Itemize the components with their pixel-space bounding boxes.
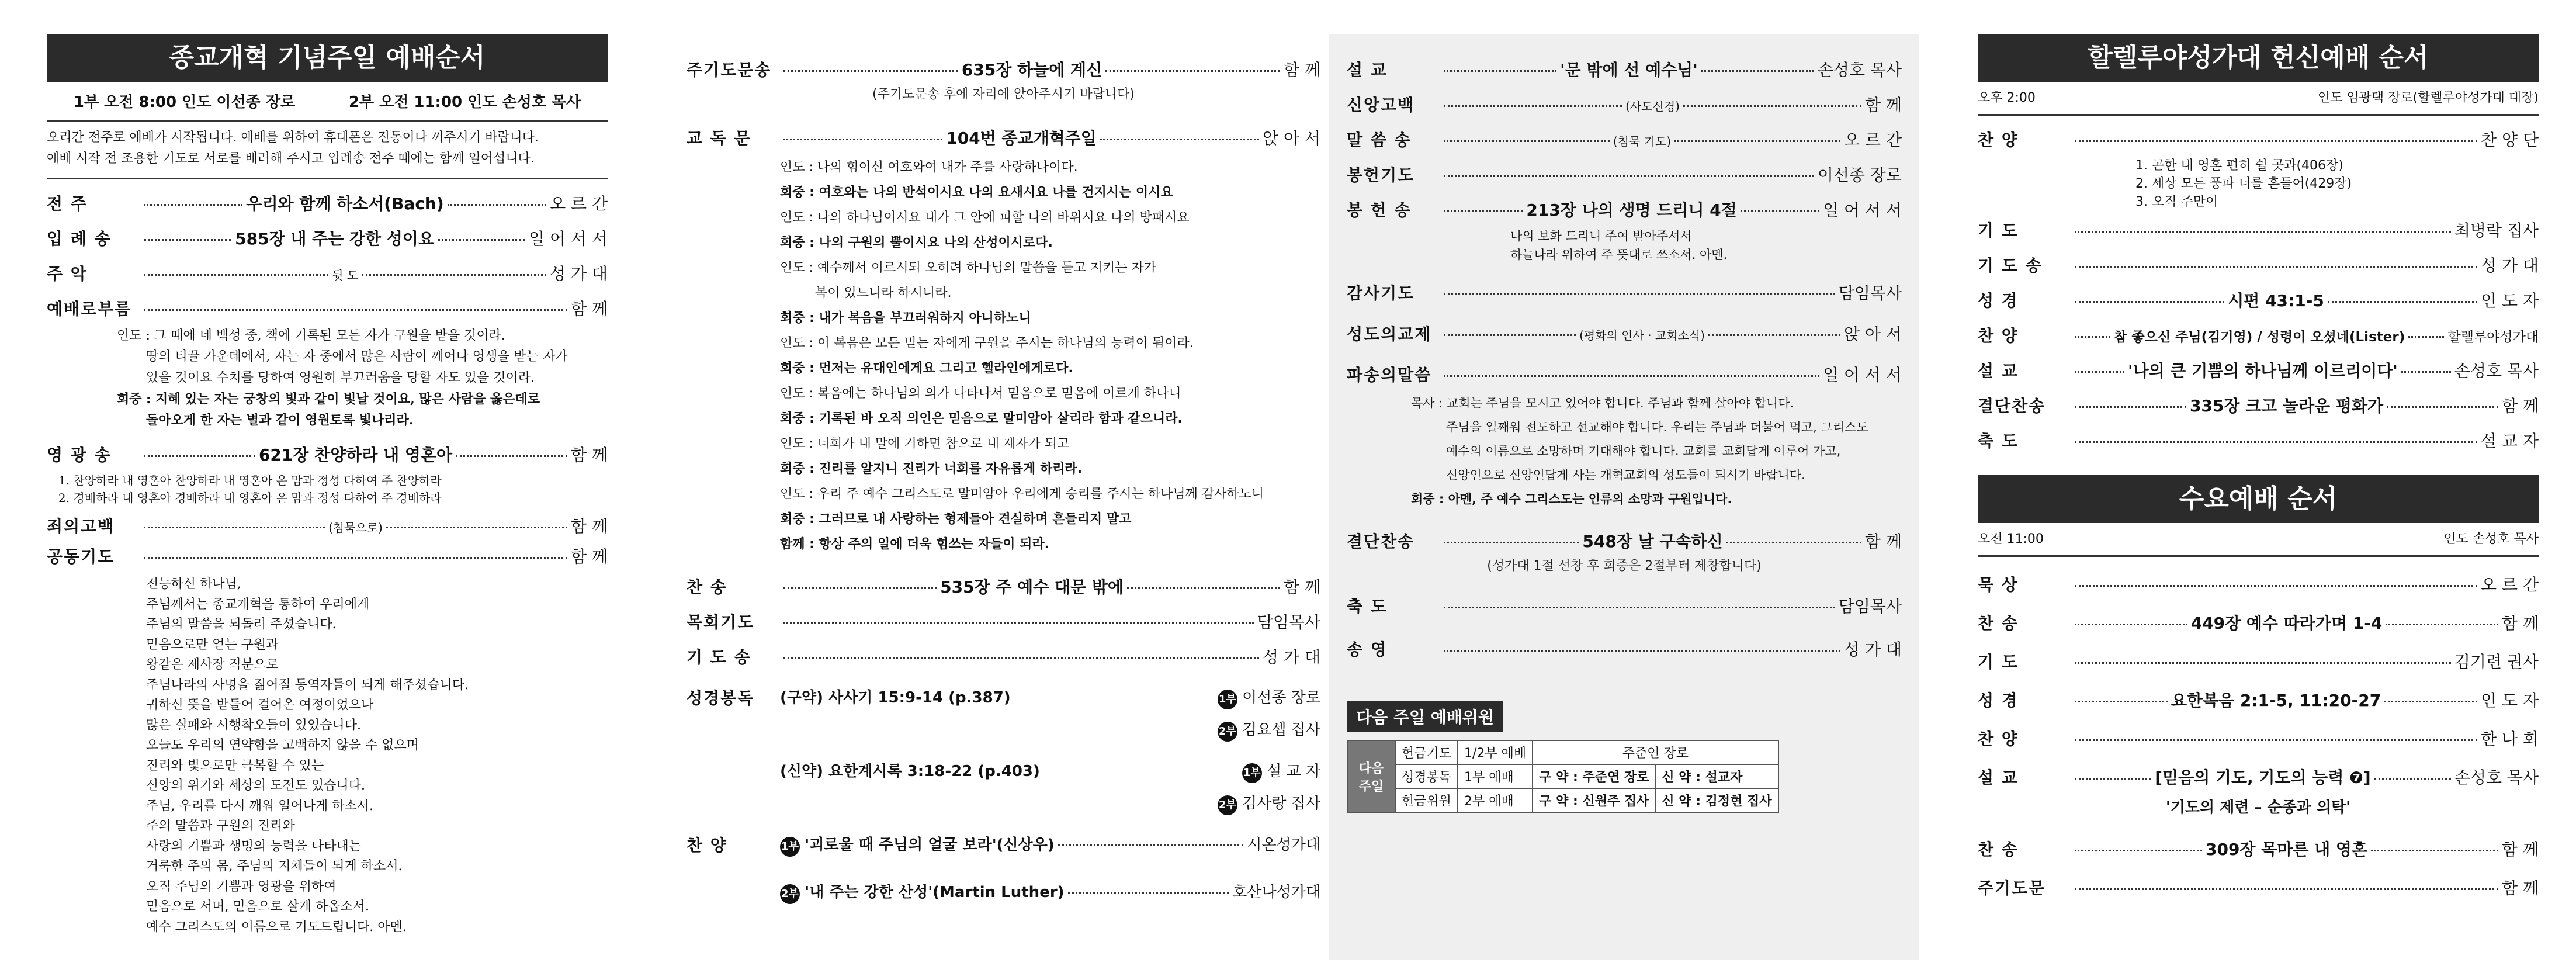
order-item: 찬 양 참 좋으신 주님(김기영) / 성령이 오셨네(Lister) 할렐루야성가대	[1978, 326, 2539, 345]
order-item: 예배로부름 함 께	[47, 299, 608, 318]
offering-lines: 나의 보화 드리니 주여 받아주셔서 하늘나라 위하여 주 뜻대로 쓰소서. 아멘.	[1510, 229, 1728, 262]
order-item: 송 영 성 가 대	[1347, 640, 1902, 659]
divider	[47, 120, 608, 122]
order-item: 전 주 우리와 함께 하소서(Bach) 오 르 간	[47, 194, 608, 213]
order-item: 성 경 요한복음 2:1-5, 11:20-27 인 도 자	[1978, 691, 2539, 710]
order-item: 교 독 문 104번 종교개혁주일 앉 아 서	[687, 129, 1320, 148]
order-item: 결단찬송 548장 날 구속하신 함 께	[1347, 532, 1902, 551]
order-item: 찬 송 309장 목마른 내 영혼 함 께	[1978, 840, 2539, 859]
page-title: 종교개혁 기념주일 예배순서	[47, 34, 608, 82]
scripture-nt: (신약) 요한계시록 3:18-22 (p.403) 1부 설 교 자	[780, 759, 1320, 783]
order-item: 찬 양 찬 양 단	[1978, 130, 2539, 150]
order-item: 설 교 '문 밖에 선 예수님' 손성호 목사	[1347, 60, 1902, 79]
order-item: 축 도 설 교 자	[1978, 431, 2539, 451]
note: (성가대 1절 선창 후 회중은 2절부터 제창합니다)	[1487, 559, 1762, 573]
intro-line: 예배 시작 전 조용한 기도로 서로를 배려해 주시고 입례송 전주 때에는 함께 일어섭니다.	[47, 151, 535, 166]
order-item: 감사기도 담임목사	[1347, 283, 1902, 303]
column-2	[687, 34, 1320, 904]
column-4	[1978, 34, 2539, 899]
order-item: 주 악 뒷 도 성 가 대	[47, 264, 608, 283]
order-item: 주기도문송 635장 하늘에 계신 함 께	[687, 60, 1321, 79]
order-item: 찬 송 449장 예수 따라가며 1-4 함 께	[1978, 614, 2539, 633]
order-item: 찬 송 535장 주 예수 대문 밖에 함 께	[687, 577, 1321, 597]
next-week-title: 다음 주일 예배위원	[1347, 701, 1503, 732]
order-item: 묵 상 오 르 간	[1978, 575, 2539, 594]
order-item: 목회기도 담임목사	[687, 612, 1320, 632]
divider	[1978, 555, 2539, 557]
order-item: 설 교 '나의 큰 기쁨의 하나님께 이르리이다' 손성호 목사	[1978, 361, 2539, 380]
order-item: 공동기도 함 께	[47, 547, 608, 566]
order-item: 입 례 송 585장 내 주는 강한 성이요 일 어 서 서	[47, 229, 608, 248]
call-to-worship-text: 인도 : 그 때에 네 백성 중, 책에 기록된 모든 자가 구원을 받을 것이라. 땅의 티끌 가운데에서, 자는 자 중에서 많은 사람이 깨어나 영생을 받는 자가 있을 것이요 수치를 당하여 영원히 부끄러움을 당할 자도 있을 것이라. 회중 : 지혜 있는 자는 궁창의 빛과 같이 빛날 것이요, 많은 사람을 옳은데로 돌아오게 한 자는 별과 같이 영원토록 빛나리라.	[117, 328, 568, 428]
intro	[47, 127, 608, 169]
order-item: 봉 헌 송 213장 나의 생명 드리니 4절 일 어 서 서	[1347, 200, 1902, 220]
order-item: 기 도 최병락 집사	[1978, 221, 2539, 240]
service-time-2: 2부 오전 11:00 인도 손성호 목사	[348, 94, 581, 111]
anthem: 찬 양 1부 '괴로울 때 주님의 얼굴 보라'(신상우) 시온성가대 2부 '내 주는 강한 산성'(Martin Luther) 호산나성가대	[687, 833, 1320, 904]
order-item: 봉헌기도 이선종 장로	[1347, 165, 1902, 185]
next-week-table: 다음 주일 헌금기도 1/2부 예배 주준연 장로 성경봉독 1부 예배 구 약 : 주준연 장로 신 약 : 설교자 헌금위원 2부 예배 구 약 : 신원주 집사 신 약 : 김정현 집사	[1347, 740, 1779, 813]
intro-line: 오리간 전주로 예배가 시작됩니다. 예배를 위하여 휴대폰은 진동이나 꺼주시기 바랍니다.	[47, 130, 539, 145]
service-times	[47, 90, 608, 112]
order-item: 신앙고백 (사도신경) 함 께	[1347, 95, 1902, 115]
order-list	[47, 191, 608, 320]
scripture-reading: 성경봉독 (구약) 사사기 15:9-14 (p.387) 1부 이선종 장로 2부 김요셉 집사 (신약) 요한계시록 3:18-22 (p.403) 1부 설 교 자 2부 김사랑 집사	[687, 685, 1320, 815]
hymn-lines: 1. 찬양하라 내 영혼아 찬양하라 내 영혼아 온 맘과 정성 다하여 주 찬양하라 2. 경배하라 내 영혼아 경배하라 내 영혼아 온 맘과 정성 다하여 주 경배하라	[58, 473, 442, 505]
order-item: 기 도 김기련 권사	[1978, 652, 2539, 671]
column-3	[1329, 34, 1919, 960]
sermon-subtitle: '기도의 제련 – 순종과 의탁'	[2165, 799, 2351, 816]
common-prayer: 전능하신 하나님, 주님께서는 종교개혁을 통하여 우리에게 주님의 말씀을 되돌려 주셨습니다. 믿음으로만 얻는 구원과 왕같은 제사장 직분으로 주님나라의 사명을 짊어질 동역자들이 되게 해주셨습니다. 귀하신 뜻을 받들어 걸어온 여정이었으나 많은 실패와 시행착오들이 있었습니다. 오늘도 우리의 연약함을 고백하지 않을 수 없으며 진리와 빛으로만 극복할 수 있는 신앙의 위기와 세상의 도전도 있습니다. 주님, 우리를 다시 깨워 일어나게 하소서. 주의 말씀과 구원의 진리와 사랑의 기쁨과 생명의 능력을 나타내는 거룩한 주의 몸, 주님의 지체들이 되게 하소서. 오직 주님의 기쁨과 영광을 위하여 믿음으로 서며, 믿음으로 살게 하옵소서. 예수 그리스도의 이름으로 기도드립니다. 아멘.	[146, 577, 469, 934]
order-item: 성 경 시편 43:1-5 인 도 자	[1978, 291, 2539, 310]
order-item: 기 도 송 성 가 대	[1978, 256, 2539, 275]
order-item: 영 광 송 621장 찬양하라 내 영혼아 함 께	[47, 445, 608, 465]
order-item: 축 도 담임목사	[1347, 597, 1902, 616]
divider	[1978, 114, 2539, 116]
divider	[47, 178, 608, 179]
section-info: 오전 11:00 인도 손성호 목사	[1978, 532, 2539, 546]
order-item: 주기도문 함 께	[1978, 878, 2539, 898]
order-item: 말 씀 송 (침묵 기도) 오 르 간	[1347, 130, 1902, 150]
responsive-reading: 인도 : 나의 힘이신 여호와여 내가 주를 사랑하나이다. 회중 : 여호와는 나의 반석이시요 나의 요새시요 나를 건지시는 이시요 인도 : 나의 하나님이시요 내가 그 안에 피할 나의 바위시요 나의 방패시요 회중 : 나의 구원의 뿔이시요 나의 산성이시로다. 인도 : 예수께서 이르시되 오히려 하나님의 말씀을 듣고 지키는 자가 복이 있느니라 하시니라. 회중 : 내가 복음을 부끄러워하지 아니하노니 인도 : 이 복음은 모든 믿는 자에게 구원을 주시는 하나님의 능력이 됨이라. 회중 : 먼저는 유대인에게요 그리고 헬라인에게로다. 인도 : 복음에는 하나님의 의가 나타나서 믿음으로 믿음에 이르게 하나니 회중 : 기록된 바 오직 의인은 믿음으로 말미암아 살리라 함과 같으니라. 인도 : 너희가 내 말에 거하면 참으로 내 제자가 되고 회중 : 진리를 알지니 진리가 너희를 자유롭게 하리라. 인도 : 우리 주 예수 그리스도로 말미암아 우리에게 승리를 주시는 하나님께 감사하노니 회중 : 그러므로 내 사랑하는 형제들아 견실하며 흔들리지 말고 함께 : 항상 주의 일에 더욱 힘쓰는 자들이 되라.	[780, 160, 1264, 552]
sending-words: 목사 : 교회는 주님을 모시고 있어야 합니다. 주님과 함께 살아야 합니다. 주님을 일째워 전도하고 선교해야 합니다. 우리는 주님과 더불어 먹고, 그리스도 예수의 이름으로 소망하며 기대해야 합니다. 교회를 교회답게 이루어 가고, 신앙인으로 신앙인답게 사는 개혁교회의 성도들이 되시기 바랍니다. 회중 : 아멘, 주 예수 그리스도는 인류의 소망과 구원입니다.	[1411, 396, 1868, 506]
order-item: 결단찬송 335장 크고 놀라운 평화가 함 께	[1978, 396, 2539, 416]
order-item: 찬 양 한 나 회	[1978, 729, 2539, 749]
section-title-wednesday: 수요예배 순서	[1978, 475, 2539, 523]
order-item: 죄의고백 (침묵으로) 함 께	[47, 517, 608, 536]
order-item: 기 도 송 성 가 대	[687, 648, 1320, 667]
order-item: 설 교 [믿음의 기도, 기도의 능력 ❼] 손성호 목사	[1978, 768, 2539, 787]
order-item: 파송의말씀 일 어 서 서	[1347, 365, 1902, 385]
service-time-1: 1부 오전 8:00 인도 이선종 장로	[73, 94, 296, 111]
section-title-hallelujah: 할렐루야성가대 헌신예배 순서	[1978, 34, 2539, 82]
column-1	[47, 34, 608, 937]
order-item: 성도의교제 (평화의 인사 · 교회소식) 앉 아 서	[1347, 324, 1902, 344]
note: (주기도문송 후에 자리에 앉아주시기 바랍니다)	[872, 87, 1135, 102]
section-info: 오후 2:00 인도 임광택 장로(할렐루야성가대 대장)	[1978, 91, 2539, 105]
praise-list: 1. 곤한 내 영혼 편히 쉴 곳과(406장) 2. 세상 모든 풍파 너를 흔들어(429장) 3. 오직 주만이	[2135, 158, 2352, 209]
scripture-ot: (구약) 사사기 15:9-14 (p.387) 1부 이선종 장로	[780, 685, 1320, 709]
